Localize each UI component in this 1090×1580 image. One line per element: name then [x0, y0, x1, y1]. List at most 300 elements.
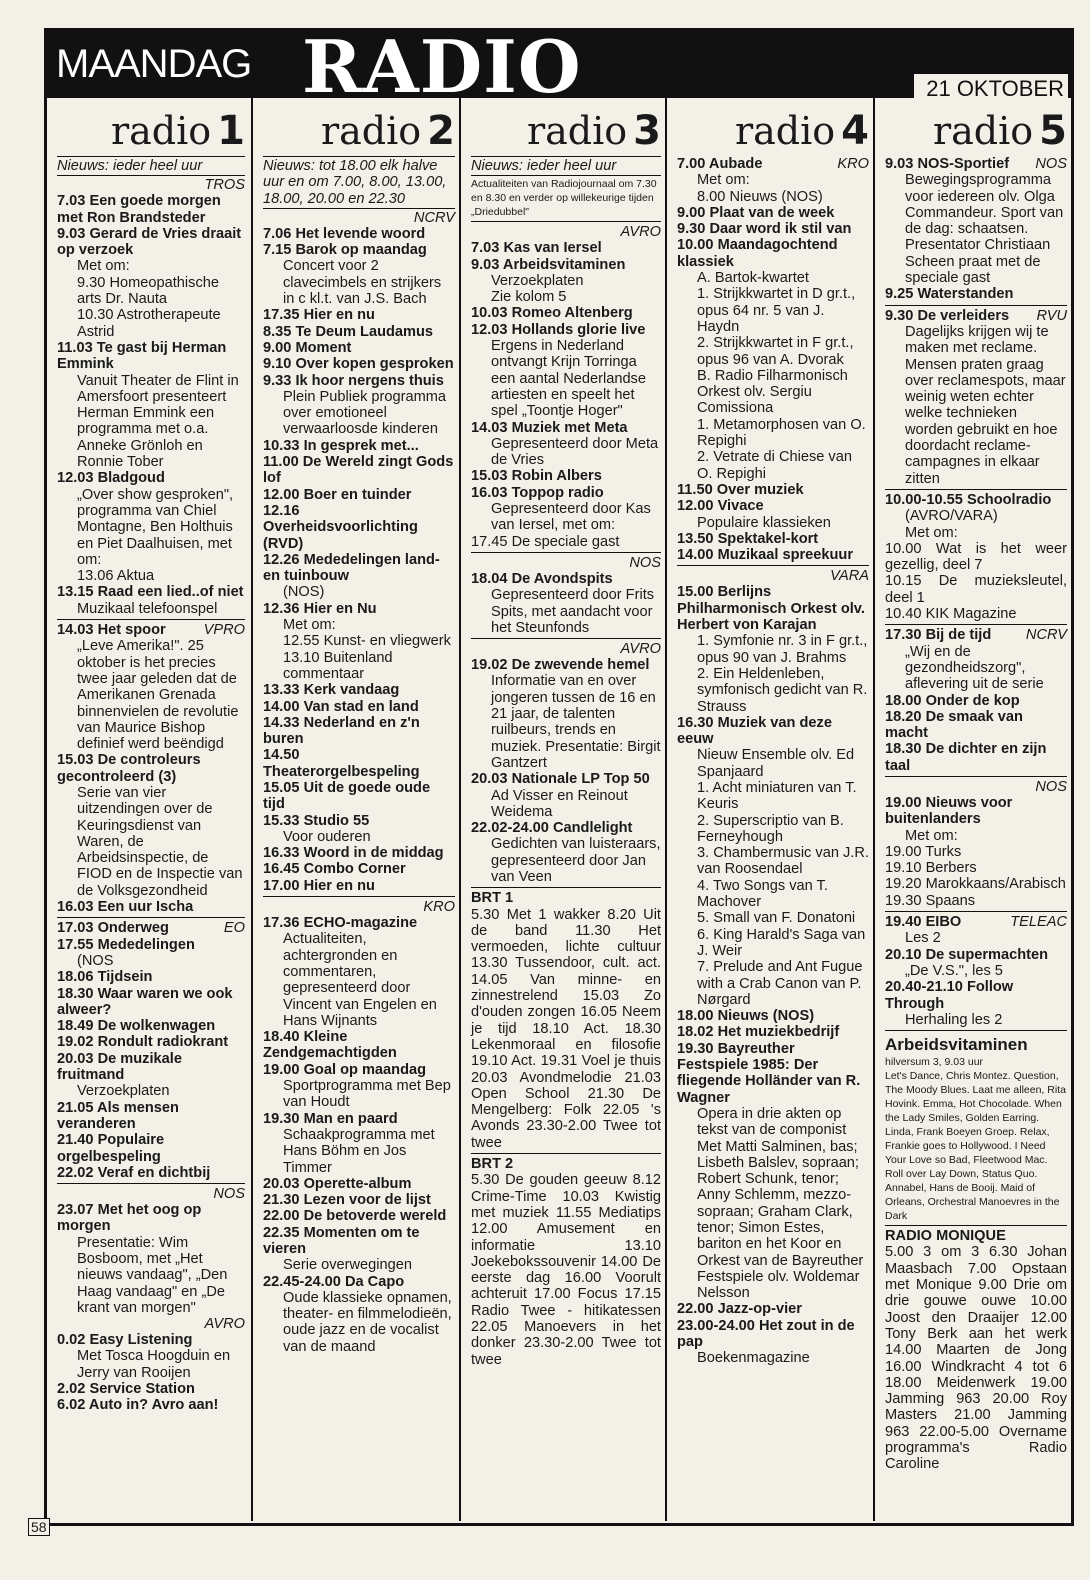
program-title: 16.45 Combo Corner — [263, 861, 406, 878]
program-title: 19.00 Nieuws voor buitenlanders — [885, 794, 1013, 828]
program-entry — [677, 1301, 869, 1317]
program-title: 17.00 Hier en nu — [263, 877, 375, 894]
station-name — [527, 108, 661, 154]
station-number: 2 — [427, 108, 455, 154]
program-title: 14.03 Muziek met Meta — [471, 419, 628, 436]
sub-item: 5. Small van F. Donatoni — [697, 910, 856, 927]
sub-item: 10.30 Astrotherapeute Astrid — [77, 307, 221, 340]
broadcaster-label: KRO — [837, 156, 869, 172]
program-entry — [263, 373, 455, 438]
program-title: 15.33 Studio 55 — [263, 812, 370, 829]
program-entry — [57, 969, 245, 985]
program-title: 23.07 Met het oog op morgen — [57, 1202, 202, 1235]
column-radio-2 — [251, 96, 461, 1521]
station-label: radio — [110, 109, 212, 153]
program-entry — [57, 937, 245, 970]
section-heading: RADIO MONIQUE — [885, 1228, 1006, 1245]
broadcaster-label: TELEAC — [1010, 914, 1067, 931]
program-entry — [677, 1008, 869, 1024]
sub-item: Zie kolom 5 — [491, 289, 567, 306]
station-number: 4 — [841, 108, 869, 154]
program-description: Met Tosca Hoogduin en Jerry van Rooijen — [77, 1348, 231, 1381]
program-entry — [263, 601, 455, 634]
program-entry — [471, 240, 661, 256]
program-entry — [885, 308, 1067, 487]
page-number: 58 — [28, 1518, 50, 1536]
news-note: Nieuws: tot 18.00 elk halve uur en om 7.00, 8.00, 13.00, 18.00, 20.00 en 22.30 — [263, 156, 455, 209]
divider — [885, 1225, 1067, 1226]
program-entry — [57, 470, 245, 568]
program-entry — [263, 1062, 455, 1111]
program-title: 19.40 EIBO — [885, 914, 962, 931]
program-title: 18.49 De wolkenwagen — [57, 1018, 216, 1035]
program-title: 10.00 Maandagochtend klassiek — [677, 237, 838, 270]
date-label: 21 OKTOBER — [914, 74, 1068, 110]
program-title: 12.36 Hier en Nu — [263, 600, 377, 617]
program-entry — [471, 257, 661, 290]
small-print: Let's Dance, Chris Montez. Question, The Moody Blues. Laat me alleen, Rita Hovink. Emma, Hot Chocolade. When the Lady Smiles, Golden Earring. Linda, Frank Boeyen Groep. Relax, Frankie goes to Hollywood. I Need Your Love so Bad, Fleetwood Mac. Roll over Lay Down, Status Quo. Annabel, Hans de Booij. Maid of Orleans, Orchestral Manoevres in the Dark — [885, 1070, 1066, 1223]
program-entry — [57, 1165, 245, 1181]
program-title: 14.03 Het spoor — [57, 622, 166, 639]
sub-item: 1. Strijkkwartet in D gr.t., opus 64 nr. 5 van J. Haydn — [697, 286, 856, 335]
column-radio-1 — [47, 96, 251, 1521]
program-description: Bewegingsprogramma voor iedereen olv. Olga Commandeur. Sport van de dag: schaatsen. Presentator Christiaan Scheen praat met de speciale gast — [905, 172, 1064, 287]
program-description: Gepresenteerd door Kas van Iersel, met om: — [491, 501, 651, 534]
program-title: 16.30 Muziek van deze eeuw — [677, 714, 832, 748]
divider — [885, 1030, 1067, 1031]
program-entry — [677, 531, 869, 547]
sub-item: 2. Vetrate di Chiese van O. Repighi — [697, 449, 852, 482]
program-title: 18.40 Kleine Zendgemachtigden — [263, 1029, 397, 1062]
program-title: 7.03 Kas van Iersel — [471, 240, 602, 257]
program-title: 19.02 De zwevende hemel — [471, 657, 650, 674]
program-description: Gedichten van luisteraars, gepresenteerd door Jan van Veen — [491, 836, 661, 885]
program-entry — [263, 1225, 455, 1274]
station-number: 1 — [217, 108, 245, 154]
program-entry — [471, 571, 661, 636]
program-entry — [263, 356, 455, 372]
program-title: 18.04 De Avondspits — [471, 570, 613, 587]
sub-item: 1. Symfonie nr. 3 in F gr.t., opus 90 van J. Brahms — [697, 633, 868, 666]
program-description: A. Bartok-kwartet — [697, 270, 809, 287]
program-title: 22.35 Momenten om te vieren — [263, 1224, 420, 1257]
program-title: 22.00 De betoverde wereld — [263, 1208, 447, 1225]
program-title: 13.33 Kerk vandaag — [263, 682, 400, 699]
program-entry — [471, 657, 661, 771]
program-description: Voor ouderen — [283, 828, 371, 845]
program-title: 17.36 ECHO-magazine — [263, 915, 418, 932]
divider — [885, 624, 1067, 625]
program-title: 10.03 Romeo Altenberg — [471, 305, 633, 322]
station-label: radio — [320, 109, 422, 153]
program-description: Boekenmagazine — [697, 1350, 810, 1367]
column-heading — [875, 96, 1073, 156]
divider — [471, 221, 661, 222]
program-entry — [263, 682, 455, 698]
station-label: radio — [734, 109, 836, 153]
program-title: 19.02 Rondult radiokrant — [57, 1034, 229, 1051]
program-title: 19.30 Man en paard — [263, 1110, 398, 1127]
program-entry — [57, 1397, 245, 1413]
small-print: Actualiteiten van Radiojournaal om 7.30 en 8.30 en verder op willekeurige tijden „Driedubbel" — [471, 178, 657, 219]
listing-page — [44, 24, 1074, 1523]
program-title: 9.30 De verleiders — [885, 307, 1010, 324]
divider — [471, 638, 661, 639]
program-entry — [57, 1018, 245, 1034]
program-entry — [263, 454, 455, 487]
program-title: 10.33 In gesprek met... — [263, 437, 419, 454]
program-title: 19.00 Goal op maandag — [263, 1061, 427, 1078]
program-title: 14.00 Muzikaal spreekuur — [677, 547, 854, 564]
program-entry — [885, 741, 1067, 774]
program-title: 15.03 De controleurs gecontroleerd (3) — [57, 752, 201, 785]
divider — [57, 1183, 245, 1184]
program-entry — [263, 1029, 455, 1062]
program-description: Sportprogramma met Bep van Houdt — [283, 1078, 451, 1111]
column-radio-4 — [665, 96, 875, 1521]
program-description: Nieuw Ensemble olv. Ed Spanjaard — [697, 747, 855, 780]
sub-item: Met om: — [905, 524, 958, 541]
broadcaster-label: NCRV — [413, 209, 455, 226]
listing-body — [875, 156, 1073, 1473]
sub-item: 8.00 Nieuws (NOS) — [697, 188, 823, 205]
program-title: 14.33 Nederland en z'n buren — [263, 714, 420, 748]
program-title: 9.00 Moment — [263, 339, 352, 356]
schedule-text: 10.40 KIK Magazine — [885, 606, 1017, 623]
program-entry — [263, 503, 455, 552]
station-name — [111, 108, 245, 154]
program-entry — [57, 1132, 245, 1165]
program-description: Presentatie: Wim Bosboom, met „Het nieuws vandaag", „Den Haag vandaag" en „De krant van morgen" — [77, 1234, 228, 1316]
program-title: 16.03 Toppop radio — [471, 484, 604, 501]
sub-item: 2. Ein Heldenleben, symfonisch gedicht van R. Strauss — [697, 665, 868, 715]
schedule-text: 19.10 Berbers — [885, 860, 977, 877]
program-entry — [263, 915, 455, 1029]
program-entry — [57, 622, 245, 752]
program-entry — [885, 795, 1067, 844]
broadcaster-label: TROS — [204, 177, 245, 194]
broadcaster-label: AVRO — [204, 1316, 245, 1333]
program-description: Verzoekplaten — [77, 1083, 170, 1100]
program-title: 15.05 Uit de goede oude tijd — [263, 779, 431, 813]
program-title: 20.40-21.10 Follow Through — [885, 979, 1014, 1012]
program-entry — [471, 468, 661, 484]
program-entry — [263, 552, 455, 601]
station-number: 3 — [633, 108, 661, 154]
section-heading: BRT 2 — [471, 1156, 514, 1173]
program-entry — [57, 899, 245, 915]
divider — [677, 565, 869, 566]
program-entry — [677, 237, 869, 286]
column-radio-5 — [873, 96, 1073, 1521]
program-title: 16.03 Een uur Ischa — [57, 899, 194, 916]
program-title: 17.55 Mededelingen — [57, 936, 195, 953]
program-description: Serie van vier uitzendingen over de Keuringsdienst van Waren, de Arbeidsinspectie, de FIOD en de Inspectie van de Volksgezondheid — [77, 784, 243, 899]
program-entry — [471, 820, 661, 885]
divider — [57, 917, 245, 918]
sub-item: 2. Superscriptio van B. Ferneyhough — [697, 812, 844, 845]
program-title: 21.05 Als mensen veranderen — [57, 1099, 179, 1132]
program-entry — [885, 709, 1067, 742]
program-title: 20.03 Operette-album — [263, 1175, 412, 1192]
schedule-text: 10.15 De muzieksleutel, deel 1 — [885, 573, 1067, 606]
program-description: Herhaling les 2 — [905, 1011, 1003, 1028]
program-description: (NOS) — [283, 584, 325, 601]
program-description: (NOS — [77, 952, 114, 969]
program-title: 12.26 Mededelingen land- en tuinbouw — [263, 551, 440, 585]
section-heading: BRT 1 — [471, 890, 514, 907]
divider — [263, 896, 455, 897]
program-entry — [677, 715, 869, 780]
program-entry — [263, 226, 455, 242]
program-title: 11.03 Te gast bij Herman Emmink — [57, 339, 227, 373]
program-title: 12.00 Vivace — [677, 498, 764, 515]
program-entry — [57, 226, 245, 275]
station-name — [933, 108, 1067, 154]
program-title: 9.30 Daar word ik stil van — [677, 221, 852, 238]
program-title: 18.02 Het muziekbedrijf — [677, 1024, 840, 1041]
program-entry — [263, 487, 455, 503]
program-title: 9.03 NOS-Sportief — [885, 156, 1010, 172]
program-entry — [677, 1318, 869, 1367]
program-description: Les 2 — [905, 930, 941, 947]
program-title: 7.06 Het levende woord — [263, 225, 426, 242]
program-title: 6.02 Auto in? Avro aan! — [57, 1397, 219, 1414]
broadcaster-label: AVRO — [620, 224, 661, 241]
program-entry — [885, 914, 1067, 947]
news-note: Nieuws: ieder heel uur — [471, 156, 661, 176]
program-description: Opera in drie akten op tekst van de componist Met Matti Salminen, bas; Lisbeth Balslev, sopraan; Robert Schunk, tenor; Anny Schlemm, mezzo-sopraan; Graham Clark, tenor; Simon Estes, bariton en het Koor en Orkest van de Bayreuther Festspiele olv. Woldemar Nelsson — [697, 1105, 864, 1302]
program-entry — [57, 1202, 245, 1316]
program-description: Schaakprogramma met Hans Böhm en Jos Timmer — [283, 1126, 435, 1176]
program-entry — [57, 1332, 245, 1381]
listing-body — [667, 156, 875, 1367]
program-title: 9.33 Ik hoor nergens thuis — [263, 372, 444, 389]
day-label: MAANDAG — [56, 42, 252, 86]
program-description: Populaire klassieken — [697, 514, 831, 531]
program-title: 20.10 De supermachten — [885, 946, 1049, 963]
program-title: 12.03 Hollands glorie live — [471, 321, 646, 338]
program-description: Informatie van en over jongeren tussen de 16 en 21 jaar, de talenten ruilbeurs, trends en muziek. Presentatie: Birgit Gantzert — [491, 673, 661, 771]
column-heading — [47, 96, 251, 156]
program-entry — [57, 584, 245, 617]
program-description: Met om: — [905, 827, 958, 844]
broadcaster-label: NCRV — [1025, 627, 1067, 644]
program-title: 22.45-24.00 Da Capo — [263, 1273, 405, 1290]
broadcaster-label: RVU — [1036, 307, 1067, 324]
program-entry — [885, 627, 1067, 692]
program-entry — [263, 780, 455, 813]
program-title: 18.00 Onder de kop — [885, 692, 1020, 709]
program-entry — [263, 813, 455, 846]
page-header — [44, 24, 1074, 109]
program-title: 8.35 Te Deum Laudamus — [263, 323, 434, 340]
program-entry — [677, 498, 869, 531]
program-title: 14.00 Van stad en land — [263, 698, 419, 715]
program-entry — [677, 221, 869, 237]
program-description: Oude klassieke opnamen, theater- en filmmelodieën, oude jazz en de vocalist van de maand — [283, 1289, 452, 1355]
program-title: 22.00 Jazz-op-vier — [677, 1301, 802, 1318]
program-entry — [263, 307, 455, 323]
program-title: 18.20 De smaak van macht — [885, 708, 1023, 742]
program-description: Ad Visser en Reinout Weidema — [491, 787, 628, 820]
program-description: Muzikaal telefoonspel — [77, 600, 218, 617]
broadcaster-label: VARA — [830, 568, 869, 585]
program-title: 21.40 Populaire orgelbespeling — [57, 1132, 165, 1165]
program-title: 17.03 Onderweg — [57, 920, 169, 937]
program-description: Ergens in Nederland ontvangt Krijn Torringa een aantal Nederlandse artiesten en speelt het spel „Toontje Hoger" — [491, 338, 646, 420]
program-entry — [677, 1024, 869, 1040]
column-radio-3 — [459, 96, 667, 1521]
program-entry — [471, 420, 661, 469]
broadcaster-label: NOS — [1035, 156, 1067, 172]
program-title: 9.00 Plaat van de week — [677, 204, 835, 221]
program-title: 9.03 Gerard de Vries draait op verzoek — [57, 225, 242, 259]
program-description: Concert voor 2 clavecimbels en strijkers in c kl.t. van J.S. Bach — [283, 258, 442, 308]
station-label: radio — [932, 109, 1034, 153]
broadcaster-label: KRO — [423, 899, 455, 916]
broadcaster-label: AVRO — [620, 641, 661, 658]
column-heading — [667, 96, 875, 156]
station-label: radio — [526, 109, 628, 153]
program-entry — [263, 1208, 455, 1224]
program-title: 17.30 Bij de tijd — [885, 627, 992, 644]
news-note: Nieuws: ieder heel uur — [57, 156, 245, 176]
broadcaster-label: VPRO — [203, 622, 245, 639]
schedule-text: 5.30 Met 1 wakker 8.20 Uit de band 11.30 Het vermoeden, lichte cultuur 13.30 Tussendoor, cult. act. 14.05 Van minne- en zinnestrelend 15.03 Zo d'ouden zongen 16.05 Neem je tijd 18.10 Act. 18.30 Lekenmoraal en filosofie 19.10 Act. 19.31 Voel je thuis 20.03 Avondmelodie 21.03 Open School 21.30 De Mengelberg: Folk 22.05 's Avonds 23.30-2.00 Twee tot twee — [471, 906, 661, 1151]
section-title: Arbeidsvitaminen — [885, 1035, 1028, 1055]
schedule-text: 19.00 Turks — [885, 843, 962, 860]
page-title: RADIO — [302, 24, 582, 109]
listing-body — [461, 156, 667, 1368]
program-entry — [263, 715, 455, 748]
divider — [885, 911, 1067, 912]
divider — [885, 776, 1067, 777]
broadcaster-label: NOS — [629, 554, 661, 571]
program-entry — [57, 1381, 245, 1397]
listing-body — [47, 156, 251, 1414]
broadcaster-label: EO — [223, 920, 245, 937]
program-title: 18.30 De dichter en zijn taal — [885, 741, 1047, 774]
program-description: Gepresenteerd door Frits Spits, met aandacht voor het Steunfonds — [491, 587, 655, 636]
station-name — [735, 108, 869, 154]
schedule-text: 5.00 3 om 3 6.30 Johan Maasbach 7.00 Opstaan met Monique 9.00 Drie om drie gouwe ouwe 10.00 Joost den Draaijer 12.00 Tony Berk aan het werk 14.00 Maarten de Jong 16.00 Windkracht 4 tot 6 18.00 Meidenwerk 19.00 Jamming 963 20.00 Roy Masters 21.00 Jamming 963 22.00-5.00 Overname programma's Radio Caroline — [885, 1244, 1067, 1473]
program-description: Met om: — [77, 258, 130, 275]
sub-item: 12.55 Kunst- en vliegwerk — [283, 633, 451, 650]
program-entry — [677, 156, 869, 189]
program-entry — [677, 205, 869, 221]
sub-item: 13.10 Buitenland commentaar — [283, 649, 393, 682]
sub-item: B. Radio Filharmonisch Orkest olv. Sergiu Comissiona — [697, 367, 848, 417]
schedule-text: 17.45 De speciale gast — [471, 533, 620, 550]
program-title: 21.30 Lezen voor de lijst — [263, 1192, 431, 1209]
sub-item: 9.30 Homeopathische arts Dr. Nauta — [77, 274, 219, 308]
program-entry — [263, 1192, 455, 1208]
program-entry — [57, 193, 245, 226]
program-description: „Leve Amerika!". 25 oktober is het precies twee jaar geleden dat de Amerikanen Grenada binnenvielen de revolutie van Maurice Bishop definief werd beëndigd — [77, 638, 239, 753]
program-entry — [263, 747, 455, 780]
program-description: Met om: — [283, 617, 336, 634]
program-description: Actualiteiten, achtergronden en commentaren, gepresenteerd door Vincent van Engelen en Hans Wijnants — [283, 931, 437, 1029]
program-entry — [885, 947, 1067, 980]
schedule-text: 10.00 Wat is het weer gezellig, deel 7 — [885, 540, 1067, 574]
program-title: 13.50 Spektakel-kort — [677, 530, 819, 547]
program-description: Plein Publiek programma over emotioneel verwaarloosde kinderen — [283, 388, 447, 438]
program-entry — [263, 1274, 455, 1355]
program-title: 22.02 Veraf en dichtbij — [57, 1164, 211, 1181]
program-title: 19.30 Bayreuther Festspiele 1985: Der fliegende Holländer van R. Wagner — [677, 1040, 861, 1106]
sub-item: 13.06 Aktua — [77, 568, 155, 585]
program-entry — [263, 324, 455, 340]
station-number: 5 — [1039, 108, 1067, 154]
program-description: Verzoekplaten — [491, 272, 584, 289]
program-title: 2.02 Service Station — [57, 1381, 195, 1398]
program-entry — [263, 340, 455, 356]
program-title: 11.50 Over muziek — [677, 481, 804, 498]
program-description: Dagelijks krijgen wij te maken met reclame. Mensen praten graag over reclamespots, maar weinig weten echter welke technieken worden gebruikt en hoe doordacht reclame-campagnes in elkaar zitten — [905, 323, 1066, 487]
program-title: 11.00 De Wereld zingt Gods lof — [263, 454, 454, 487]
program-entry — [677, 1041, 869, 1302]
program-description: (AVRO/VARA) — [905, 508, 998, 525]
program-title: 13.15 Raad een lied..of niet — [57, 584, 244, 601]
program-title: 12.16 Overheidsvoorlichting (RVD) — [263, 502, 418, 552]
program-entry — [677, 482, 869, 498]
program-entry — [885, 979, 1067, 1028]
program-entry — [471, 322, 661, 420]
program-entry — [885, 693, 1067, 709]
program-entry — [263, 438, 455, 454]
small-print: hilversum 3, 9.03 uur — [885, 1056, 984, 1069]
listing-body — [253, 156, 461, 1355]
program-title: 15.03 Robin Albers — [471, 468, 602, 485]
program-entry — [885, 156, 1067, 286]
program-title: 7.15 Barok op maandag — [263, 242, 427, 259]
program-entry — [57, 340, 245, 470]
program-description: Vanuit Theater de Flint in Amersfoort presenteert Herman Emmink een programma met o.a. Anneke Grönloh en Ronnie Tober — [77, 372, 239, 471]
program-entry — [885, 492, 1067, 525]
program-title: 22.02-24.00 Candlelight — [471, 820, 633, 837]
program-entry — [471, 305, 661, 321]
program-entry — [263, 1176, 455, 1192]
divider — [885, 305, 1067, 306]
program-title: 12.03 Bladgoud — [57, 470, 165, 487]
program-entry — [57, 920, 245, 936]
program-description: „De V.S.", les 5 — [905, 962, 1003, 979]
schedule-text: 19.30 Spaans — [885, 892, 976, 909]
program-title: 7.00 Aubade — [677, 156, 763, 172]
program-title: 10.00-10.55 Schoolradio — [885, 491, 1052, 508]
program-entry — [471, 485, 661, 534]
program-title: 20.03 De muzikale fruitmand — [57, 1050, 182, 1084]
program-entry — [471, 771, 661, 820]
column-heading — [461, 96, 667, 156]
program-title: 12.00 Boer en tuinder — [263, 486, 412, 503]
program-description: „Wij en de gezondheidszorg", aflevering uit de serie — [905, 643, 1044, 693]
program-title: 23.00-24.00 Het zout in de pap — [677, 1317, 855, 1351]
program-description: Serie overwegingen — [283, 1257, 412, 1274]
program-entry — [263, 242, 455, 307]
sub-item: 3. Chambermusic van J.R. van Roosendael — [697, 845, 869, 878]
program-entry — [57, 1051, 245, 1100]
program-entry — [57, 1100, 245, 1133]
program-title: 14.50 Theaterorgelbespeling — [263, 747, 420, 780]
program-entry — [677, 547, 869, 563]
station-name — [321, 108, 455, 154]
schedule-text: 5.30 De gouden geeuw 8.12 Crime-Time 10.03 Kwistig met muziek 11.55 Mediatips 12.00 Amusement en informatie 13.10 Joekebokssouvenir 14.00 De eerste dag 16.00 Voorult achteruit 17.00 Focus 17.15 Radio Twee - hitikatessen 22.05 Manoevers in het donker 23.30-2.00 Twee tot twee — [471, 1172, 661, 1368]
program-title: 18.06 Tijdsein — [57, 969, 153, 986]
program-title: 20.03 Nationale LP Top 50 — [471, 771, 650, 788]
program-title: 15.00 Berlijns Philharmonisch Orkest olv. Herbert von Karajan — [677, 584, 865, 634]
